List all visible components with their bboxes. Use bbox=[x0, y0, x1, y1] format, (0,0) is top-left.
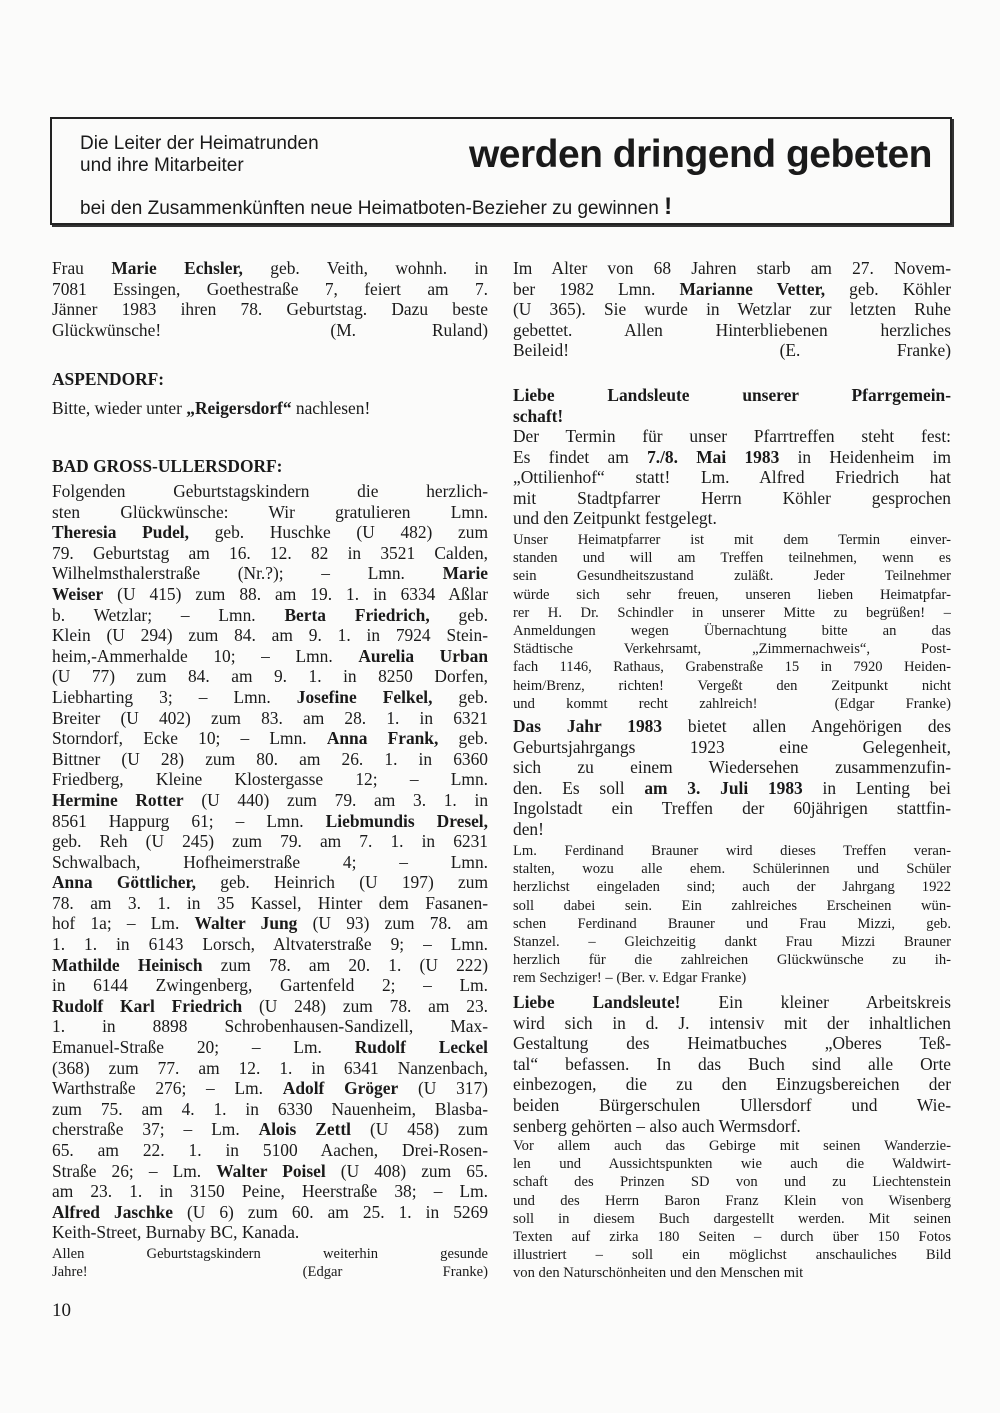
text-line: Jahre! (Edgar Franke) bbox=[52, 1264, 488, 1281]
text-line: und den Zeitpunkt festgelegt. bbox=[513, 508, 717, 529]
text-line: und des Herrn Baron Franz Klein von Wisenberg bbox=[513, 1192, 951, 1209]
heading-aspendorf bbox=[52, 369, 488, 390]
text-line: Liebe Landsleute! Ein kleiner Arbeitskreis bbox=[513, 992, 951, 1012]
birthday-list bbox=[52, 481, 488, 1243]
text-line: „Ottilienhof“ statt! Lm. Alfred Friedrich hat bbox=[513, 467, 951, 488]
text-line: gebettet. Allen Hinterbliebenen herzliches bbox=[513, 319, 951, 340]
text-line: den! bbox=[513, 818, 544, 839]
text-line: Wilhelmsthalerstraße (Nr.?); – Lmn. Marie bbox=[52, 563, 488, 584]
bold-name: Walter Jung bbox=[194, 913, 298, 934]
text-line: Glückwünsche! (M. Ruland) bbox=[52, 319, 488, 340]
text-line: len und Aussichtspunkten wie auch die Waldwirt- bbox=[513, 1156, 951, 1173]
announcement-headline: werden dringend gebeten bbox=[468, 133, 932, 176]
birthday-closing bbox=[52, 1245, 488, 1281]
bold-name: Marie Echsler, bbox=[111, 258, 243, 278]
bold-name: Rudolf Karl Friedrich bbox=[52, 995, 243, 1016]
announcement-body: bei den Zusammenkünften neue Heimatboten-Bezieher zu gewinnen bbox=[80, 198, 659, 219]
text-line: Texten auf zirka 180 Seiten – durch über 150 Fotos bbox=[513, 1228, 951, 1245]
bold-name: Marianne Vetter, bbox=[679, 278, 826, 299]
text-line: Rudolf Karl Friedrich (U 248) zum 78. am 23. bbox=[52, 995, 488, 1016]
notice-aspendorf bbox=[52, 398, 488, 419]
text-line: rem Sechziger! – (Ber. v. Edgar Franke) bbox=[513, 970, 747, 987]
text-line: Bitte, wieder unter „Reigersdorf“ nachlesen! bbox=[52, 398, 371, 418]
text-line: sein Gesundheitszustand zuläßt. Jeder Teilnehmer bbox=[513, 568, 951, 585]
text-line: Jänner 1983 ihren 78. Geburtstag. Dazu beste bbox=[52, 299, 488, 320]
text-line: Allen Geburtstagskindern weiterhin gesunde bbox=[52, 1246, 488, 1262]
text-line: (U 77) zum 84. am 9. 1. in 8250 Dorfen, bbox=[52, 666, 488, 687]
bold-name: Aurelia Urban bbox=[358, 645, 488, 666]
text-line: (U 365). Sie wurde in Wetzlar zur letzten Ruhe bbox=[513, 299, 951, 320]
text-line: heim/Brenz, richten! Vergeßt den Zeitpunkt nicht bbox=[513, 677, 951, 694]
text-line: 65. am 22. 1. in 5100 Aachen, Drei-Rosen- bbox=[52, 1140, 488, 1160]
text-line: Alfred Jaschke (U 6) zum 60. am 25. 1. in 5269 bbox=[52, 1201, 488, 1222]
text-line: schaft des Prinzen SD von und zu Liechtenstein bbox=[513, 1174, 951, 1191]
text-line: Gestaltung des Heimatbuches „Oberes Teß- bbox=[513, 1033, 951, 1054]
bold-name: Walter Poisel bbox=[216, 1160, 326, 1181]
text-line: Warthstraße 276; – Lm. Adolf Gröger (U 317) bbox=[52, 1078, 488, 1099]
heading-pfarrgemeinschaft bbox=[513, 385, 951, 426]
bold-name: Alois Zettl bbox=[258, 1119, 351, 1140]
announcement-intro-line2: und ihre Mitarbeiter bbox=[80, 155, 244, 176]
bold-name: Liebe Landsleute! bbox=[513, 992, 681, 1012]
text-line: b. Wetzlar; – Lmn. Berta Friedrich, geb. bbox=[52, 604, 488, 625]
text-line: Ingolstadt ein Treffen der 60jährigen stattfin- bbox=[513, 798, 951, 819]
text-line: Folgenden Geburtstagskindern die herzlich- bbox=[52, 481, 488, 501]
text-line: den. Es soll am 3. Juli 1983 in Lenting bei bbox=[513, 777, 951, 798]
text-line: Anna Göttlicher, geb. Heinrich (U 197) zum bbox=[52, 872, 488, 893]
text-line: herzlichst eingeladen sind; auch der Jahrgang 1922 bbox=[513, 879, 951, 896]
text-line: illustriert – soll ein möglichst anschauliches Bild bbox=[513, 1247, 951, 1264]
text-line: Der Termin für unser Pfarrtreffen steht fest: bbox=[513, 426, 951, 446]
text-line: Es findet am 7./8. Mai 1983 in Heidenheim im bbox=[513, 446, 951, 467]
page-number: 10 bbox=[52, 1300, 71, 1321]
jahrgang-1923-text bbox=[513, 716, 951, 840]
text-line: Liebharting 3; – Lmn. Josefine Felkel, geb. bbox=[52, 686, 488, 707]
heimatbuch-details bbox=[513, 1137, 951, 1283]
text-line: Emanuel-Straße 20; – Lm. Rudolf Leckel bbox=[52, 1037, 488, 1058]
text-line: 78. am 3. 1. in 35 Kassel, Hinter dem Fasanen- bbox=[52, 892, 488, 913]
text-line: Das Jahr 1983 bietet allen Angehörigen des bbox=[513, 716, 951, 736]
heimatbuch-text bbox=[513, 992, 951, 1136]
text-line: Frau Marie Echsler, geb. Veith, wohnh. in bbox=[52, 258, 488, 278]
text-line: 8561 Happurg 61; – Lmn. Liebmundis Dresel, bbox=[52, 810, 488, 831]
bold-name: Berta Friedrich, bbox=[284, 604, 430, 625]
text-line: Klein (U 294) zum 84. am 9. 1. in 7924 Stein- bbox=[52, 625, 488, 646]
text-line: Keith-Street, Burnaby BC, Kanada. bbox=[52, 1222, 300, 1243]
text-line: Weiser (U 415) zum 88. am 19. 1. in 6334 Aßlar bbox=[52, 583, 488, 604]
text-line: Anmeldungen wegen Übernachtung bitte an das bbox=[513, 622, 951, 639]
text-line: 1. in 8898 Schrobenhausen-Sandizell, Max- bbox=[52, 1016, 488, 1037]
text-line: heim,-Ammerhalde 10; – Lmn. Aurelia Urban bbox=[52, 645, 488, 666]
announcement-text bbox=[80, 193, 672, 221]
text-line: rer H. Dr. Schindler in unserer Mitte zu begrüßen! – bbox=[513, 604, 951, 621]
text-line: Breiter (U 402) zum 83. am 28. 1. in 6321 bbox=[52, 707, 488, 728]
bold-name: Weiser bbox=[52, 583, 104, 604]
announcement-intro bbox=[80, 133, 319, 177]
bold-name: Anna Göttlicher, bbox=[52, 872, 196, 893]
bold-name: Mathilde Heinisch bbox=[52, 954, 203, 975]
text-line: Städtische Verkehrsamt, „Zimmernachweis“, Post- bbox=[513, 641, 951, 658]
text-line: Friedberg, Kleine Klostergasse 12; – Lmn. bbox=[52, 769, 488, 790]
text-line: Schwalbach, Hofheimerstraße 4; – Lmn. bbox=[52, 851, 488, 872]
text-line: 7081 Essingen, Goethestraße 7, feiert am 7. bbox=[52, 278, 488, 299]
text-line: sten Glückwünsche: Wir gratulieren Lmn. bbox=[52, 501, 488, 522]
announcement-box bbox=[50, 117, 952, 225]
text-line: stalten, wozu alle ehem. Schülerinnen und Schüler bbox=[513, 861, 951, 878]
text-line: Vor allem auch das Gebirge mit seinen Wanderzie- bbox=[513, 1138, 951, 1154]
text-line: mit Stadtpfarrer Herrn Köhler gesprochen bbox=[513, 487, 951, 508]
text-line: 79. Geburtstag am 16. 12. 82 in 3521 Calden, bbox=[52, 542, 488, 563]
bold-name: Hermine Rotter bbox=[52, 789, 184, 810]
bold-name: Marie bbox=[442, 563, 488, 584]
bold-name: Rudolf Leckel bbox=[354, 1037, 488, 1058]
text-line: ber 1982 Lmn. Marianne Vetter, geb. Köhler bbox=[513, 278, 951, 299]
text-line: würde sich sehr freuen, unseren lieben Heimatpfar- bbox=[513, 586, 951, 603]
text-line: hof 1a; – Lm. Walter Jung (U 93) zum 78. am bbox=[52, 913, 488, 934]
bold-name: Theresia Pudel, bbox=[52, 522, 189, 543]
text-line: und kommt recht zahlreich! (Edgar Franke) bbox=[513, 695, 951, 712]
text-line: am 23. 1. in 3150 Peine, Heerstraße 38; – Lm. bbox=[52, 1181, 488, 1202]
text-line: Bittner (U 28) zum 80. am 26. 1. in 6360 bbox=[52, 748, 488, 769]
text-line: zum 75. am 4. 1. in 6330 Nauenheim, Blasba- bbox=[52, 1098, 488, 1119]
text-line: (368) zum 77. am 12. 1. in 6341 Nanzenbach, bbox=[52, 1057, 488, 1078]
heading-bad-gross-ullersdorf bbox=[52, 456, 488, 477]
pfarrtreffen-details bbox=[513, 531, 951, 713]
text-line: Straße 26; – Lm. Walter Poisel (U 408) zum 65. bbox=[52, 1160, 488, 1181]
text-line: in 6144 Zwingenberg, Gartenfeld 2; – Lm. bbox=[52, 975, 488, 996]
text-line: sich zu einem Wiedersehen zusammenzufin- bbox=[513, 757, 951, 778]
text-line: soll in diesem Buch dargestellt werden. Mit seinen bbox=[513, 1210, 951, 1227]
bold-name: am 3. Juli 1983 bbox=[644, 777, 803, 798]
text-line: Storndorf, Ecke 10; – Lmn. Anna Frank, geb. bbox=[52, 728, 488, 749]
text-line: geb. Reh (U 245) zum 79. am 7. 1. in 6231 bbox=[52, 831, 488, 852]
text-line: fach 1146, Rathaus, Grabenstraße 15 in 7920 Heiden- bbox=[513, 659, 951, 676]
bold-name: Anna Frank, bbox=[326, 728, 439, 749]
text-line: Geburtsjahrgangs 1923 eine Gelegenheit, bbox=[513, 736, 951, 757]
obituary-vetter bbox=[513, 258, 951, 361]
text-line: Theresia Pudel, geb. Huschke (U 482) zum bbox=[52, 522, 488, 543]
text-line: von den Naturschönheiten und den Menschen mit bbox=[513, 1265, 804, 1282]
bold-name: „Reigersdorf“ bbox=[186, 398, 292, 418]
text-line: schen Ferdinand Brauner und Frau Mizzi, geb. bbox=[513, 915, 951, 932]
bold-name: Das Jahr 1983 bbox=[513, 716, 663, 736]
text-line: Unser Heimatpfarrer ist mit dem Termin einver- bbox=[513, 532, 951, 548]
text-line: BAD GROSS-ULLERSDORF: bbox=[52, 456, 283, 476]
text-line: einbezogen, die zu den Einzugsbereichen der bbox=[513, 1074, 951, 1095]
text-line: wird sich in d. J. intensiv mit der inhaltlichen bbox=[513, 1012, 951, 1033]
text-line: 1. 1. in 6143 Lorsch, Altvaterstraße 9; – Lmn. bbox=[52, 934, 488, 955]
bold-name: Adolf Gröger bbox=[282, 1078, 399, 1099]
text-line: Hermine Rotter (U 440) zum 79. am 3. 1. in bbox=[52, 789, 488, 810]
text-line: Liebe Landsleute unserer Pfarrgemein- bbox=[513, 385, 951, 405]
bold-name: Josefine Felkel, bbox=[296, 686, 433, 707]
text-line: cherstraße 37; – Lm. Alois Zettl (U 458) zum bbox=[52, 1119, 488, 1140]
bold-name: Liebmundis Dresel, bbox=[325, 810, 488, 831]
announcement-exclamation: ! bbox=[664, 193, 673, 220]
text-line: standen und will am Treffen teilnehmen, wenn es bbox=[513, 550, 951, 567]
announcement-intro-line1: Die Leiter der Heimatrunden bbox=[80, 133, 319, 154]
jahrgang-1923-details bbox=[513, 842, 951, 988]
text-line: herzlich für die zahlreichen Glückwünsche zu ih- bbox=[513, 952, 951, 969]
text-line: senberg gehörten – also auch Wermsdorf. bbox=[513, 1115, 801, 1136]
text-line: beiden Bürgerschulen Ullersdorf und Wie- bbox=[513, 1094, 951, 1115]
text-line: Stanzel. – Gleichzeitig dankt Frau Mizzi Brauner bbox=[513, 933, 951, 950]
text-line: Im Alter von 68 Jahren starb am 27. Novem- bbox=[513, 258, 951, 278]
text-line: Beileid! (E. Franke) bbox=[513, 340, 951, 361]
text-line: tal“ befassen. In das Buch sind alle Orte bbox=[513, 1053, 951, 1074]
pfarrtreffen-text bbox=[513, 426, 951, 529]
text-line: ASPENDORF: bbox=[52, 369, 165, 389]
notice-echsler bbox=[52, 258, 488, 340]
bold-name: Alfred Jaschke bbox=[52, 1201, 173, 1222]
text-line: Mathilde Heinisch zum 78. am 20. 1. (U 222) bbox=[52, 954, 488, 975]
bold-name: 7./8. Mai 1983 bbox=[647, 446, 780, 467]
text-line: soll dabei sein. Ein zahlreiches Erscheinen wün- bbox=[513, 897, 951, 914]
text-line: schaft! bbox=[513, 405, 564, 426]
text-line: Lm. Ferdinand Brauner wird dieses Treffen veran- bbox=[513, 843, 951, 859]
